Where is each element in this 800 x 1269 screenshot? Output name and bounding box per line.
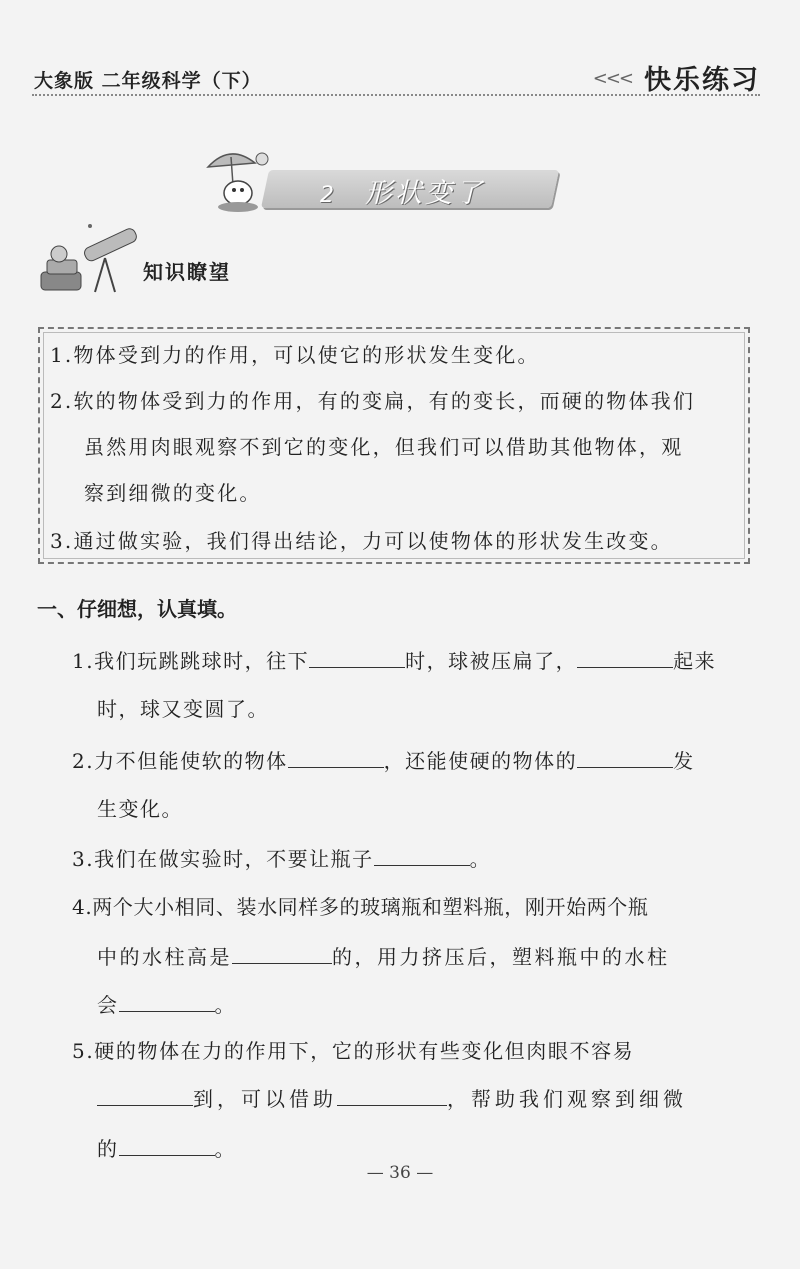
knowledge-section-heading	[35, 220, 295, 300]
question-text: 2.力不但能使软的物体	[72, 749, 288, 773]
question-text: 。	[469, 847, 492, 871]
lesson-title-text: 形状变了	[365, 178, 485, 209]
knowledge-point-2-cont: 虽然用肉眼观察不到它的变化，但我们可以借助其他物体，观	[84, 435, 684, 459]
question-text: 。	[214, 1137, 236, 1161]
answer-blank[interactable]	[309, 647, 405, 668]
lesson-title	[320, 171, 485, 210]
question-text: 时，球被压扁了，	[405, 649, 578, 673]
page-header	[32, 58, 760, 98]
answer-blank[interactable]	[232, 943, 332, 964]
question-4-line-3	[97, 989, 236, 1018]
question-2-line-2: 生变化。	[97, 797, 183, 821]
question-1-line-1	[72, 645, 716, 674]
answer-blank[interactable]	[374, 845, 470, 866]
question-text: 发	[673, 749, 695, 773]
lesson-title-area	[200, 145, 580, 215]
question-text: 的	[97, 1137, 119, 1161]
header-divider	[32, 94, 760, 96]
question-4-line-2	[97, 941, 670, 970]
question-text: 1.我们玩跳跳球时，往下	[72, 649, 310, 673]
book-title: 大象版 二年级科学（下）	[34, 70, 262, 92]
answer-blank[interactable]	[119, 1135, 215, 1156]
page-number: — 36 —	[366, 1163, 434, 1183]
answer-blank[interactable]	[288, 747, 384, 768]
answer-blank[interactable]	[577, 747, 673, 768]
series-title: 快乐练习	[644, 65, 760, 96]
question-text: 中的水柱高是	[97, 945, 232, 969]
question-text: 会	[97, 993, 119, 1017]
question-text: 的，用力挤压后，塑料瓶中的水柱	[332, 945, 670, 969]
knowledge-point-2: 2.软的物体受到力的作用，有的变扁，有的变长，而硬的物体我们	[50, 389, 696, 413]
question-1-line-2: 时，球又变圆了。	[97, 697, 269, 721]
question-text: 。	[214, 993, 236, 1017]
knowledge-point-3: 3.通过做实验，我们得出结论，力可以使物体的形状发生改变。	[50, 529, 673, 553]
question-5-line-2	[97, 1083, 687, 1112]
lesson-number: 2	[320, 183, 337, 208]
section-label: 知识瞭望	[143, 260, 231, 284]
question-text: 到，可以借助	[193, 1087, 337, 1111]
answer-blank[interactable]	[97, 1085, 193, 1106]
question-5-line-1: 5.硬的物体在力的作用下，它的形状有些变化但肉眼不容易	[72, 1039, 635, 1063]
question-text: ，还能使硬的物体的	[383, 749, 578, 773]
arrows-icon: <<<	[592, 68, 632, 89]
question-5-line-3	[97, 1133, 236, 1162]
question-2-line-1	[72, 745, 695, 774]
question-3	[72, 843, 491, 872]
exercise-heading: 一、仔细想，认真填。	[37, 597, 237, 621]
answer-blank[interactable]	[337, 1085, 447, 1106]
knowledge-point-2-cont2: 察到细微的变化。	[84, 481, 262, 505]
telescope-icon	[35, 220, 155, 300]
question-4-line-1: 4.两个大小相同、装水同样多的玻璃瓶和塑料瓶，刚开始两个瓶	[72, 895, 649, 919]
answer-blank[interactable]	[119, 991, 215, 1012]
question-text: 起来	[673, 649, 717, 673]
knowledge-box	[38, 327, 750, 564]
answer-blank[interactable]	[577, 647, 673, 668]
knowledge-point-1: 1.物体受到力的作用，可以使它的形状发生变化。	[50, 343, 540, 367]
question-text: 3.我们在做实验时，不要让瓶子	[72, 847, 374, 871]
question-text: ，帮助我们观察到细微	[447, 1087, 687, 1111]
